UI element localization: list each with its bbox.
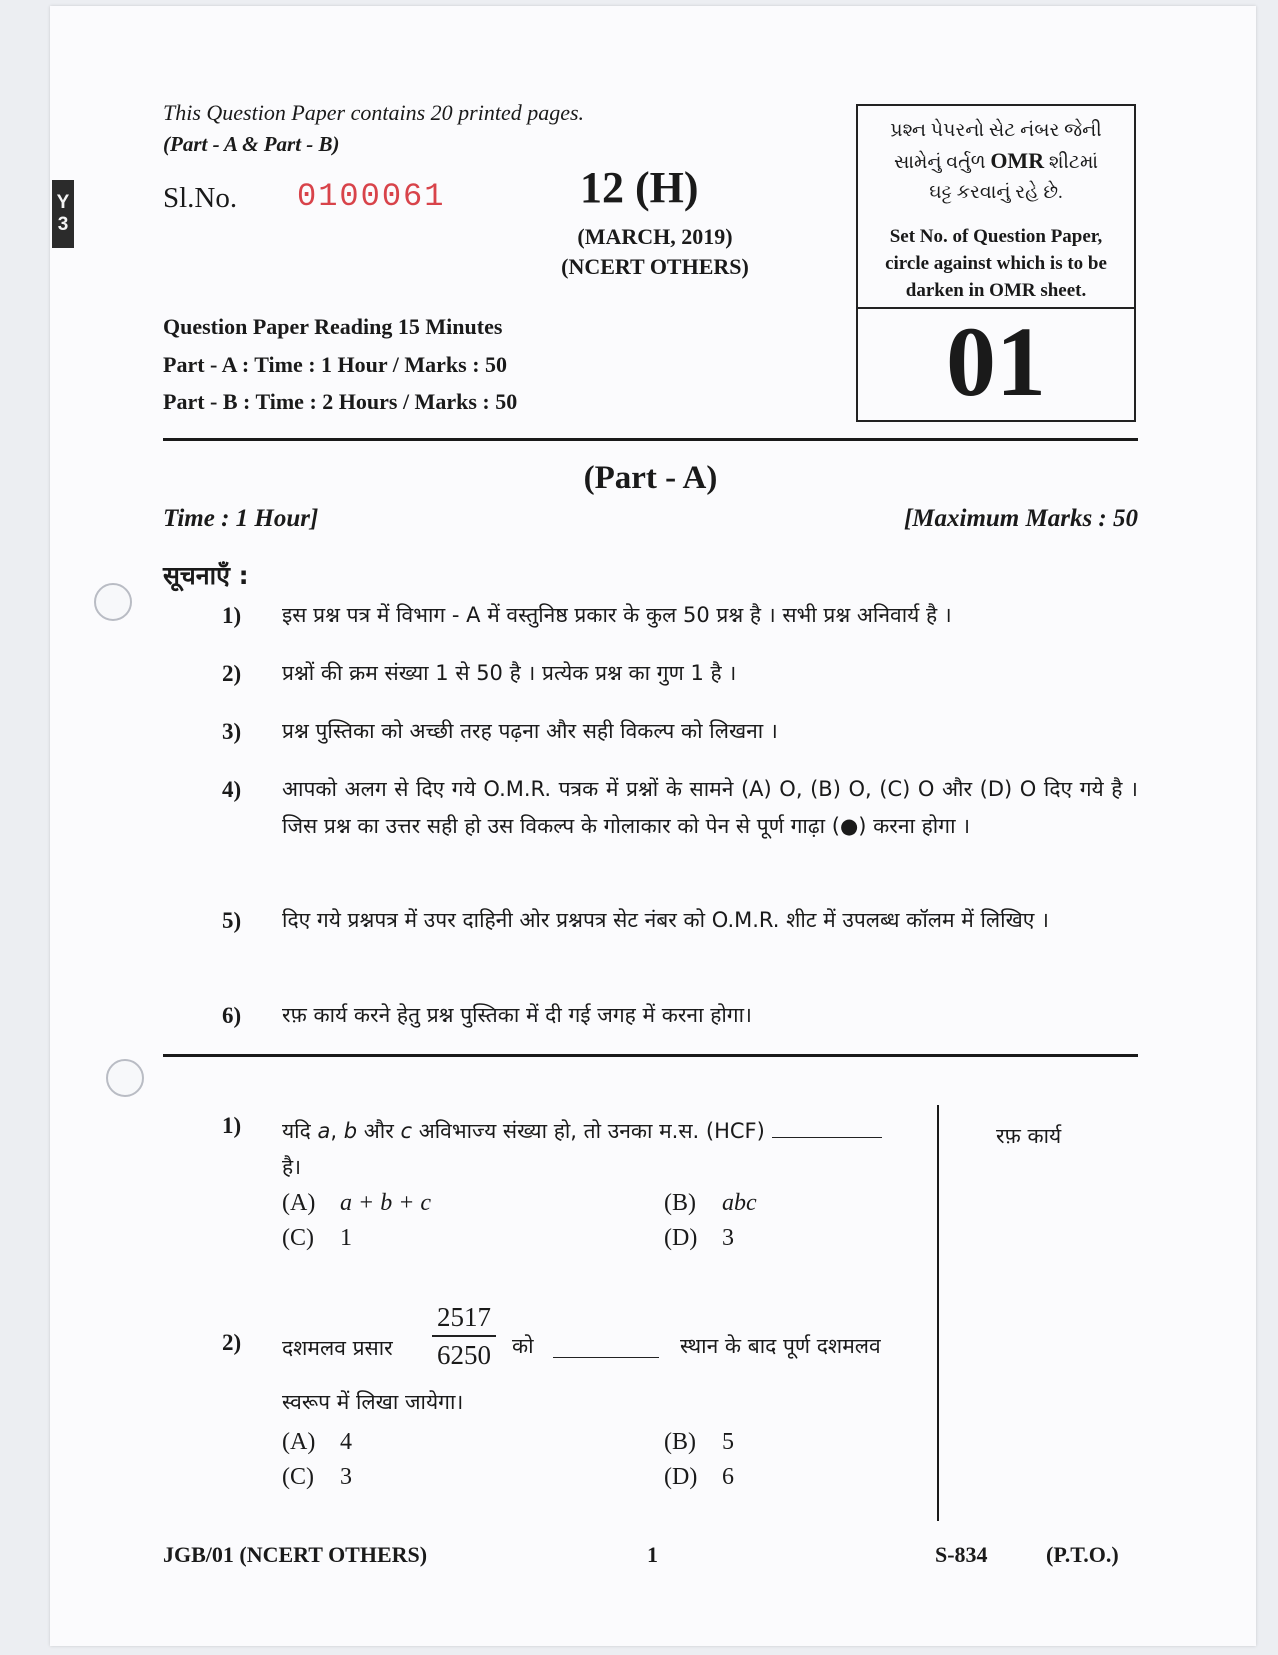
gujarati-line-2: સામેનું વર્તુળ OMR શીટમાં bbox=[893, 148, 1099, 173]
instruction-text: प्रश्नों की क्रम संख्या 1 से 50 है । प्रत्येक प्रश्न का गुण 1 है । bbox=[282, 661, 737, 685]
part-b-time-line: Part - B : Time : 2 Hours / Marks : 50 bbox=[163, 389, 518, 414]
fraction bbox=[432, 1302, 496, 1371]
gujarati-line-1: પ્રશ્ન પેપરનો સેટ નંબર જેની bbox=[890, 120, 1102, 141]
instruction-item bbox=[222, 655, 1138, 692]
footer-pto: (P.T.O.) bbox=[1046, 1542, 1119, 1567]
instruction-number: 5) bbox=[222, 908, 242, 933]
instructions-rule bbox=[163, 1054, 1138, 1057]
set-number-box bbox=[856, 104, 1136, 422]
english-line-3: darken in OMR sheet. bbox=[905, 280, 1087, 301]
reading-time-line: Question Paper Reading 15 Minutes bbox=[163, 314, 503, 339]
tab-mark-char-1: Y bbox=[56, 192, 70, 213]
instruction-text: प्रश्न पुस्तिका को अच्छी तरह पढ़ना और सही विकल्प को लिखना । bbox=[282, 719, 778, 743]
instruction-item bbox=[222, 902, 1138, 939]
english-line-1: Set No. of Question Paper, bbox=[889, 226, 1103, 247]
edge-tab-mark bbox=[52, 180, 74, 248]
punch-hole-upper bbox=[94, 583, 132, 621]
paper-code: 12 (H) bbox=[580, 163, 699, 212]
footer-page-number: 1 bbox=[647, 1542, 658, 1567]
instruction-text: दिए गये प्रश्नपत्र में उपर दाहिनी ओर प्रश्नपत्र सेट नंबर को O.M.R. शीट में उपलब्ध कॉलम में लिखिए । bbox=[282, 908, 1049, 932]
rough-work-label: रफ़ कार्य bbox=[996, 1124, 1062, 1148]
page-count-note: This Question Paper contains 20 printed pages. bbox=[163, 100, 585, 125]
instruction-text: रफ़ कार्य करने हेतु प्रश्न पुस्तिका में दी गई जगह में करना होगा। bbox=[282, 1003, 753, 1027]
question-1 bbox=[222, 1113, 932, 1185]
instruction-item bbox=[222, 713, 1138, 750]
instruction-number: 2) bbox=[222, 661, 242, 686]
set-box-gujarati-note bbox=[858, 116, 1134, 208]
instruction-item bbox=[222, 597, 1138, 634]
question-number: 2) bbox=[222, 1330, 242, 1355]
instruction-number: 4) bbox=[222, 777, 242, 802]
question-number: 1) bbox=[222, 1113, 242, 1138]
option-a: (A) 4 bbox=[282, 1429, 352, 1455]
part-a-max-marks: [Maximum Marks : 50 bbox=[903, 505, 1138, 532]
question-text-line-1: दशमलव प्रसार bbox=[282, 1336, 393, 1360]
exam-stream: (NCERT OTHERS) bbox=[561, 254, 749, 279]
set-box-english-note bbox=[858, 223, 1134, 304]
option-b: (B) abc bbox=[664, 1190, 757, 1216]
exam-month: (MARCH, 2019) bbox=[577, 224, 733, 249]
instruction-number: 1) bbox=[222, 603, 242, 628]
answer-blank bbox=[772, 1137, 882, 1138]
serial-number-label: Sl.No. bbox=[163, 182, 238, 214]
tab-mark-char-2: 3 bbox=[57, 214, 69, 235]
question-text-line-2: स्वरूप में लिखा जायेगा। bbox=[282, 1390, 464, 1414]
instruction-item bbox=[222, 997, 1138, 1034]
option-d: (D) 3 bbox=[664, 1225, 734, 1251]
question-text-after: स्थान के बाद पूर्ण दशमलव bbox=[680, 1334, 881, 1358]
instruction-number: 6) bbox=[222, 1003, 242, 1028]
answer-blank bbox=[553, 1345, 659, 1358]
part-a-title: (Part - A) bbox=[583, 460, 718, 496]
question-text: यदि a, b और c अविभाज्य संख्या हो, तो उनका म.स. (HCF) है। bbox=[282, 1113, 932, 1185]
instruction-text: इस प्रश्न पत्र में विभाग - A में वस्तुनिष्ठ प्रकार के कुल 50 प्रश्न है । सभी प्रश्न अनिवार्य है । bbox=[282, 603, 952, 627]
instructions-title: सूचनाएँ : bbox=[163, 561, 249, 590]
option-c: (C) 1 bbox=[282, 1225, 352, 1251]
instruction-text: आपको अलग से दिए गये O.M.R. पत्रक में प्रश्नों के सामने (A) O, (B) O, (C) O और (D) O दिए गये है । जिस प्रश्न का उत्तर सही हो उस विकल्प के गोलाकार को पेन से पूर्ण गाढ़ा (●) करना होगा । bbox=[282, 777, 1138, 838]
fraction-denominator: 6250 bbox=[437, 1340, 491, 1370]
question-text-mid: को bbox=[512, 1334, 534, 1358]
punch-hole-lower bbox=[106, 1059, 144, 1097]
rough-work-divider bbox=[937, 1105, 939, 1521]
serial-number-value: 0100061 bbox=[297, 178, 446, 215]
set-number: 01 bbox=[946, 306, 1046, 417]
fraction-numerator: 2517 bbox=[432, 1302, 496, 1337]
option-c: (C) 3 bbox=[282, 1464, 352, 1490]
option-b: (B) 5 bbox=[664, 1429, 734, 1455]
instruction-number: 3) bbox=[222, 719, 242, 744]
exam-session bbox=[548, 222, 762, 282]
option-d: (D) 6 bbox=[664, 1464, 734, 1490]
part-a-time-line: Part - A : Time : 1 Hour / Marks : 50 bbox=[163, 352, 508, 377]
part-a-time: Time : 1 Hour] bbox=[163, 505, 319, 532]
instruction-item bbox=[222, 771, 1138, 845]
gujarati-line-3: ઘટ્ટ કરવાનું રહે છે. bbox=[929, 182, 1063, 203]
header-rule bbox=[163, 438, 1138, 441]
english-line-2: circle against which is to be bbox=[885, 253, 1107, 274]
footer-series: S-834 bbox=[935, 1542, 988, 1567]
option-a: (A) a + b + c bbox=[282, 1190, 432, 1216]
parts-note: (Part - A & Part - B) bbox=[163, 132, 340, 156]
footer-paper-id: JGB/01 (NCERT OTHERS) bbox=[163, 1542, 428, 1567]
